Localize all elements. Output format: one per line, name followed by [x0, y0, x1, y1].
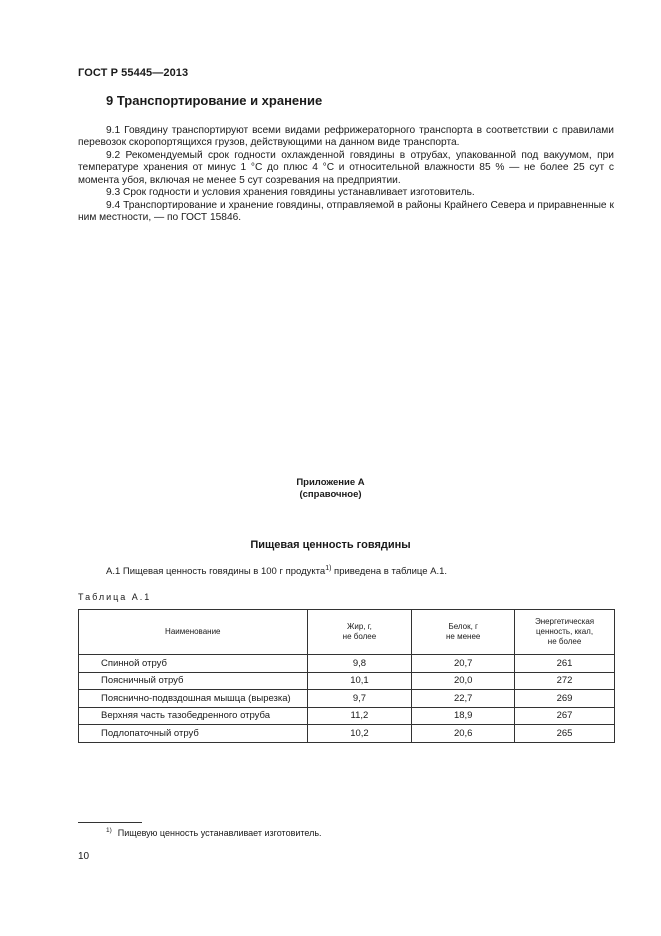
cell-name: Верхняя часть тазобедренного отруба — [79, 707, 308, 725]
appendix-label: Приложение А — [296, 477, 365, 488]
cell-fat: 10,2 — [307, 725, 412, 743]
table-header-row — [79, 610, 615, 655]
cell-protein: 20,0 — [412, 672, 515, 690]
table-row — [79, 672, 615, 690]
table-row — [79, 655, 615, 673]
cell-energy: 267 — [515, 707, 615, 725]
cell-name: Подлопаточный отруб — [79, 725, 308, 743]
footnote-separator — [78, 822, 142, 823]
header-fat-line1: Жир, г, — [346, 622, 372, 631]
header-fat-line2: не более — [342, 632, 377, 641]
cell-protein: 18,9 — [412, 707, 515, 725]
appendix-title: Пищевая ценность говядины — [250, 539, 411, 551]
cell-fat: 11,2 — [307, 707, 412, 725]
paragraph-9-3: 9.3 Срок годности и условия хранения говядины устанавливает изготовитель. — [106, 187, 475, 198]
footnote — [106, 828, 322, 838]
header-protein-line2: не менее — [446, 632, 481, 641]
paragraph-9-4: 9.4 Транспортирование и хранение говядины, отправляемой в районы Крайнего Севера и приравненные к ним местности, — по ГОСТ 15846. — [78, 200, 614, 224]
table-row — [79, 725, 615, 743]
header-protein — [412, 610, 515, 655]
cell-protein: 22,7 — [412, 690, 515, 708]
table-caption: Таблица А.1 — [78, 592, 152, 602]
clause-a1 — [106, 566, 447, 577]
table-row — [79, 690, 615, 708]
cell-name: Поясничный отруб — [79, 672, 308, 690]
header-name-text: Наименование — [165, 627, 221, 636]
footnote-ref: 1) — [325, 565, 332, 572]
header-energy-line3: не более — [547, 637, 582, 646]
paragraph-9-1: 9.1 Говядину транспортируют всеми видами рефрижераторного транспорта в соответствии с правилами перевозок скоропортящихся грузов, действующими на данном виде транспорта. — [78, 125, 614, 149]
clause-a1-text: А.1 Пищевая ценность говядины в 100 г продукта — [106, 566, 326, 577]
footnote-text: Пищевую ценность устанавливает изготовитель. — [117, 828, 322, 838]
page-number: 10 — [78, 851, 90, 862]
header-energy-line1: Энергетическая — [534, 617, 595, 626]
appendix-kind: (справочное) — [299, 489, 362, 500]
cell-name: Пояснично-подвздошная мышца (вырезка) — [79, 690, 308, 708]
cell-name: Спинной отруб — [79, 655, 308, 673]
header-energy — [515, 610, 615, 655]
header-name — [79, 610, 308, 655]
cell-energy: 261 — [515, 655, 615, 673]
cell-fat: 9,7 — [307, 690, 412, 708]
cell-fat: 10,1 — [307, 672, 412, 690]
header-energy-line2: ценность, ккал, — [536, 627, 594, 636]
paragraph-9-2: 9.2 Рекомендуемый срок годности охлажденной говядины в отрубах, упакованной под вакуумом, при температуре хранения от минус 1 °С до плюс 4 °С и относительной влажности 85 % — не более 25 сут с момента убоя, включая не менее 5 сут созревания на предприятии. — [78, 150, 614, 186]
footnote-mark: 1) — [106, 827, 112, 834]
header-protein-line1: Белок, г — [448, 622, 478, 631]
cell-energy: 272 — [515, 672, 615, 690]
header-fat — [307, 610, 412, 655]
table-row — [79, 707, 615, 725]
section-9-title: 9 Транспортирование и хранение — [106, 93, 323, 108]
cell-fat: 9,8 — [307, 655, 412, 673]
standard-header: ГОСТ Р 55445—2013 — [78, 67, 189, 79]
cell-protein: 20,6 — [412, 725, 515, 743]
nutrition-table — [78, 609, 615, 743]
cell-protein: 20,7 — [412, 655, 515, 673]
cell-energy: 269 — [515, 690, 615, 708]
clause-a1-tail: приведена в таблице А.1. — [331, 566, 448, 577]
cell-energy: 265 — [515, 725, 615, 743]
